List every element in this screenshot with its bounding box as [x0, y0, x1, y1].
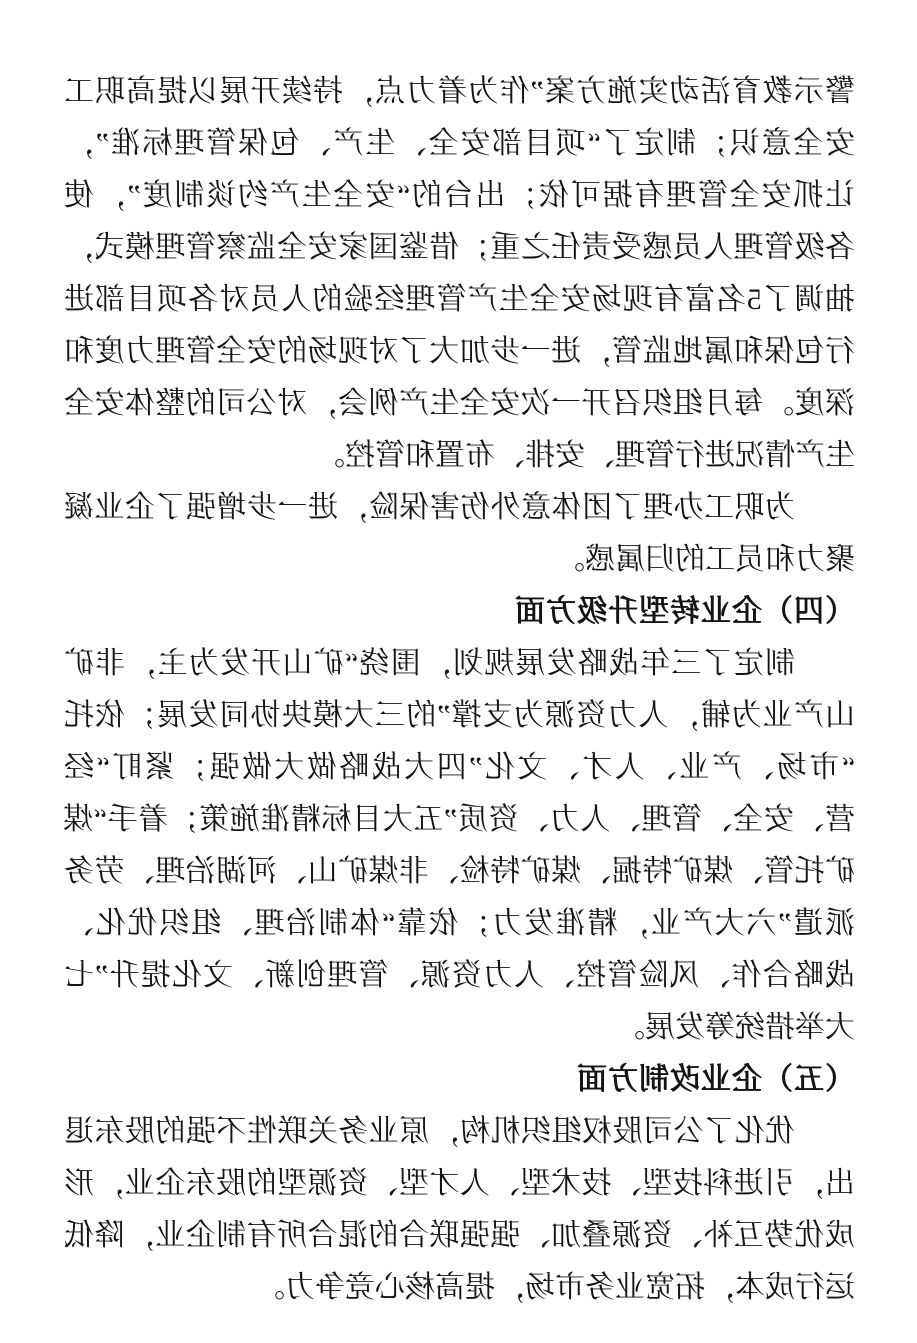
text-line: 警示教育活动实施方案”作为着力点，持续开展以提高职工: [64, 75, 855, 108]
text-line: 为职工办理了团体意外伤害保险，进一步增强了企业凝: [64, 491, 795, 524]
text-line: 让抓安全管理有据可依；出台的“安全生产约谈制度”，使: [64, 179, 855, 212]
text-line: 聚力和员工的归属感。: [555, 543, 855, 576]
text-line: 营、安全、管理、人力、资质”五大目标精准施策；着手“煤: [64, 803, 855, 836]
text-line: 大举措统筹发展。: [615, 1011, 855, 1044]
text-line: 生产情况进行管理、安排、布置和管控。: [315, 439, 855, 472]
text-line: 深度。每月组织召开一次安全生产例会，对公司的整体安全: [64, 387, 855, 420]
text-line: 优化了公司股权组织机构，原业务关联性不强的股东退: [64, 1115, 795, 1148]
text-line: 抽调了5名富有现场安全生产管理经验的人员对各项目部进: [64, 283, 855, 316]
text-line: 行包保和属地监管，进一步加大了对现场的安全管理力度和: [64, 335, 855, 368]
text-line: 安全意识；制定了“项目部安全、生产、包保管理标准”，: [64, 127, 855, 160]
text-line: 山产业为辅，人力资源为支撑”的三大模块协同发展；依托: [64, 699, 855, 732]
text-line: 出，引进科技型、技术型、人才型、资源型的股东企业，形: [64, 1167, 855, 1200]
text-line: 战略合作、风险管控、人力资源、管理创新、文化提升”七: [64, 959, 855, 992]
section-heading-enterprise-restructuring: （五）企业改制方面: [576, 1063, 855, 1096]
section-heading-enterprise-transformation: （四）企业转型升级方面: [514, 595, 855, 628]
text-line: “市场、产业、人才、文化”四大战略做大做强；紧盯“经: [64, 751, 855, 784]
text-line: 矿托管、煤矿特掘、煤矿特检、非煤矿山、河湖治理、劳务: [64, 855, 855, 888]
text-line: 制定了三年战略发展规划，围绕“矿山开发为主，非矿: [64, 647, 795, 680]
text-line: 各级管理人员感受责任之重；借鉴国家安全监察管理模式，: [64, 231, 855, 264]
text-line: 派遣”六大产业，精准发力；依靠“体制治理、组织优化、: [64, 907, 855, 940]
text-line: 运行成本，拓宽业务市场，提高核心竞争力。: [255, 1271, 855, 1304]
text-line: 成优势互补、资源叠加、强强联合的混合所有制企业，降低: [64, 1219, 855, 1252]
